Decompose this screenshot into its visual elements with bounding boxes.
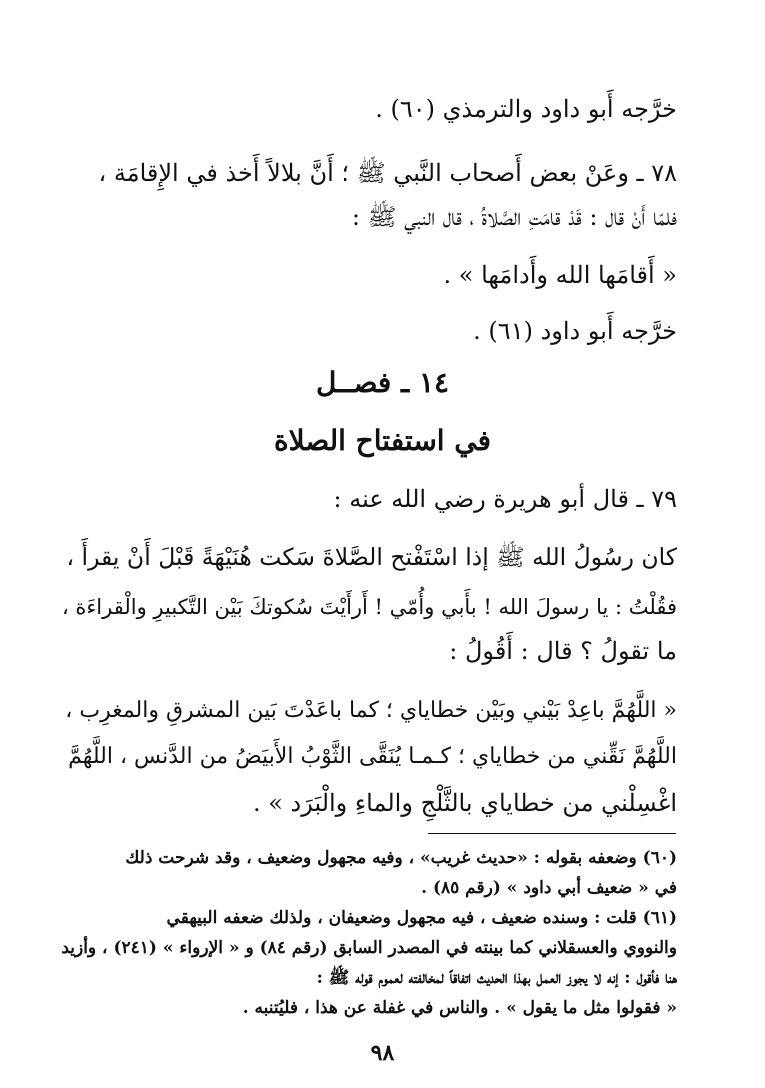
footnote-line-3: (٦١) قلت : وسنده ضعيف ، فيه مجهول وضعيفان ، ولذلك ضعفه البيهقي: [166, 908, 677, 928]
body-line-2: ٧٨ ـ وعَنْ بعض أَصحاب النَّبي ﷺ ؛ أَنَّ بلالاً أَخذ في الإِقامَة ،: [98, 159, 677, 187]
footnote-divider: [428, 833, 676, 834]
section-title: في استفتاح الصلاة: [273, 424, 492, 457]
hadith-line-7: اغْسِلْني من خطاياي بالثَّلْجِ والماءِ والْبَرَد » .: [252, 789, 677, 817]
footnote-line-6: « فقولوا مثل ما يقول » . والناس في غفلة عن هذا ، فليُتنبه .: [242, 998, 677, 1018]
hadith-line-4: ما تقولُ ؟ قال : أَقُولُ :: [449, 637, 677, 665]
section-number: ١٤ ـ فصــل: [315, 366, 450, 399]
hadith-line-6: اللَّهُمَّ نَقِّني من خطاياي ؛ كـمـا يُنَقَّى الثَّوْبُ الأَبيَضُ من الدَّنس ، اللَّهُمَّ: [68, 744, 677, 769]
body-line-1: خرَّجه أَبو داود والترمذي (٦٠) .: [375, 95, 677, 123]
footnote-line-1: (٦٠) وضعفه بقوله : «حديث غريب» ، وفيه مجهول وضعيف ، وقد شرحت ذلك: [125, 848, 677, 868]
body-line-3: فلمّا أَنْ قال : قَدْ قامَتِ الصَّلاةُ ، قال النبي ﷺ :: [351, 203, 677, 231]
hadith-line-5: « اللَّهُمَّ باعِدْ بَيْني وبَيْن خطاياي ؛ كما باعَدْتَ بَين المشرقِ والمغرِب ،: [65, 698, 677, 723]
footnote-line-5: هنا فأقول : إنه لا يجوز العمل بهذا الحديث اتفاقاً لمخالفته لعموم قوله ﷺ :: [316, 968, 677, 988]
footnote-line-4: والنووي والعسقلاني كما بينته في المصدر السابق (رقم ٨٤) و « الإرواء » (٢٤١) ، وأزيد: [61, 938, 677, 958]
page-number: ٩٨: [370, 1040, 395, 1066]
footnote-line-2: في « ضعيف أبي داود » (رقم ٨٥) .: [421, 878, 677, 898]
body-line-5: خرَّجه أَبو داود (٦١) .: [473, 317, 677, 345]
hadith-line-3: فقُلْتُ : يا رسولَ الله ! بأَبي وأُمّي ! أَرأَيْتَ سُكوتكَ بَيْن التَّكبيرِ والْقراءَة ،: [61, 595, 677, 619]
hadith-line-2: كان رسُولُ الله ﷺ إذا اسْتَفْتح الصَّلاةَ سَكت هُنَيْهَةً قَبْلَ أَنْ يقرأَ ،: [66, 543, 677, 571]
hadith-line-1: ٧٩ ـ قال أبو هريرة رضي الله عنه :: [333, 485, 677, 513]
body-line-4: « أَقامَها الله وأَدامَها » .: [443, 261, 677, 289]
